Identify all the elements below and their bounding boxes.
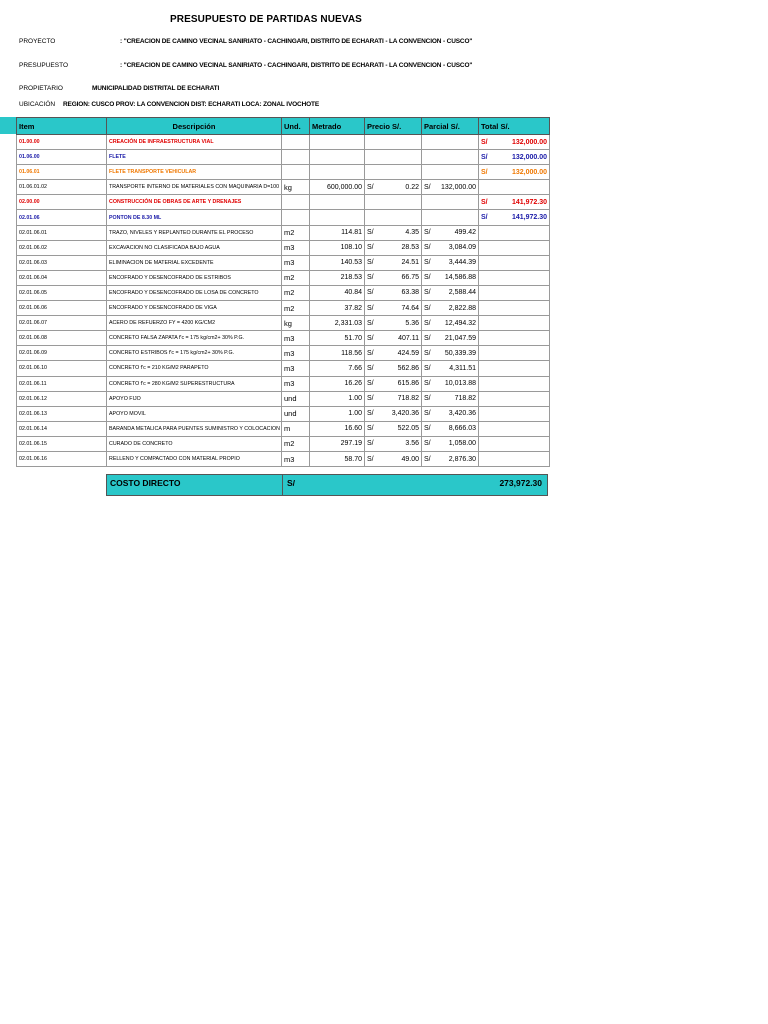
- page-title: PRESUPUESTO DE PARTIDAS NUEVAS: [170, 14, 362, 25]
- cell-descripcion[interactable]: CREACIÓN DE INFRAESTRUCTURA VIAL: [107, 135, 282, 150]
- table-row[interactable]: [17, 270, 550, 285]
- cell-total-value: 132,000.00: [511, 153, 547, 161]
- table-header-row: [17, 118, 550, 135]
- cell-metrado[interactable]: 16.26: [310, 376, 365, 391]
- cell-precio[interactable]: [365, 406, 422, 421]
- cell-precio[interactable]: [365, 225, 422, 240]
- cell-und[interactable]: m3: [282, 255, 310, 270]
- cell-parcial-currency: S/: [424, 183, 431, 191]
- cell-total-currency: S/: [481, 214, 488, 222]
- cell-parcial-currency: S/: [424, 274, 431, 282]
- cell-total-value: 141,972.30: [511, 198, 547, 206]
- cell-parcial[interactable]: [422, 346, 479, 361]
- header-descripcion[interactable]: Descripción: [107, 118, 282, 135]
- cell-item[interactable]: 02.01.06.15: [17, 436, 107, 451]
- propietario-value: MUNICIPALIDAD DISTRITAL DE ECHARATI: [92, 85, 220, 92]
- cell-parcial-value: 50,339.39: [444, 349, 476, 357]
- table-row[interactable]: [17, 195, 550, 210]
- table-row[interactable]: [17, 436, 550, 451]
- cell-metrado[interactable]: [310, 135, 365, 150]
- table-row[interactable]: [17, 316, 550, 331]
- cell-descripcion[interactable]: APOYO FIJO: [107, 391, 282, 406]
- cell-precio-value: 407.11: [398, 334, 419, 342]
- table-row[interactable]: [17, 255, 550, 270]
- cell-parcial-currency: S/: [424, 455, 431, 463]
- table-row[interactable]: [17, 135, 550, 150]
- cell-total[interactable]: [479, 285, 550, 300]
- cell-metrado[interactable]: 108.10: [310, 240, 365, 255]
- cell-precio-value: 522.05: [397, 425, 419, 433]
- cell-metrado[interactable]: 37.82: [310, 301, 365, 316]
- cell-total[interactable]: [479, 451, 550, 466]
- cell-total[interactable]: [479, 150, 550, 165]
- cell-parcial-value: 2,588.44: [448, 289, 476, 297]
- cell-item[interactable]: 02.01.06.14: [17, 421, 107, 436]
- cell-item[interactable]: 02.01.06.07: [17, 316, 107, 331]
- cell-parcial-currency: S/: [424, 304, 431, 312]
- cell-total[interactable]: [479, 361, 550, 376]
- cell-parcial[interactable]: [422, 255, 479, 270]
- costo-divider: [282, 475, 283, 495]
- cell-total-value: 132,000.00: [511, 168, 547, 176]
- table-row[interactable]: [17, 225, 550, 240]
- table-row[interactable]: [17, 285, 550, 300]
- cell-und[interactable]: [282, 195, 310, 210]
- cell-descripcion[interactable]: FLETE: [107, 150, 282, 165]
- costo-directo-label: COSTO DIRECTO: [110, 478, 181, 488]
- cell-parcial[interactable]: [422, 331, 479, 346]
- cell-descripcion[interactable]: ENCOFRADO Y DESENCOFRADO DE ESTRIBOS: [107, 270, 282, 285]
- cell-parcial[interactable]: [422, 225, 479, 240]
- cell-metrado[interactable]: 51.70: [310, 331, 365, 346]
- cell-total[interactable]: [479, 135, 550, 150]
- table-row[interactable]: [17, 346, 550, 361]
- cell-parcial-currency: S/: [424, 440, 431, 448]
- cell-precio-value: 5.36: [405, 319, 419, 327]
- cell-metrado[interactable]: 218.53: [310, 270, 365, 285]
- cell-precio[interactable]: [365, 361, 422, 376]
- cell-metrado[interactable]: 58.70: [310, 451, 365, 466]
- cell-precio[interactable]: [365, 421, 422, 436]
- cell-precio[interactable]: [365, 210, 422, 225]
- cell-parcial-currency: S/: [424, 229, 431, 237]
- cell-precio-value: 49.00: [401, 455, 419, 463]
- cell-parcial-value: 21,047.59: [444, 334, 476, 342]
- cell-precio-currency: S/: [367, 410, 374, 418]
- cell-precio-value: 74.64: [401, 304, 419, 312]
- table-row[interactable]: [17, 421, 550, 436]
- cell-metrado[interactable]: 140.53: [310, 255, 365, 270]
- proyecto-value: : "CREACION DE CAMINO VECINAL SANIRIATO - CACHINGARI, DISTRITO DE ECHARATI - LA CONVENCION - CUSCO": [120, 38, 473, 45]
- cell-precio[interactable]: [365, 240, 422, 255]
- cell-precio-currency: S/: [367, 349, 374, 357]
- cell-item[interactable]: 02.01.06.08: [17, 331, 107, 346]
- cell-descripcion[interactable]: CONCRETO FALSA ZAPATA f'c = 175 kg/cm2+ 30% P.G.: [107, 331, 282, 346]
- cell-parcial-currency: S/: [424, 425, 431, 433]
- presupuesto-value: : "CREACION DE CAMINO VECINAL SANIRIATO - CACHINGARI, DISTRITO DE ECHARATI - LA CONVENCION - CUSCO": [120, 62, 473, 69]
- cell-parcial[interactable]: [422, 361, 479, 376]
- cell-descripcion[interactable]: ELIMINACION DE MATERIAL EXCEDENTE: [107, 255, 282, 270]
- cell-item[interactable]: 02.01.06.04: [17, 270, 107, 285]
- cell-parcial-currency: S/: [424, 410, 431, 418]
- cell-parcial[interactable]: [422, 391, 479, 406]
- cell-parcial[interactable]: [422, 285, 479, 300]
- cell-total[interactable]: [479, 436, 550, 451]
- cell-total[interactable]: [479, 255, 550, 270]
- table-row[interactable]: [17, 210, 550, 225]
- cell-parcial-value: 2,822.88: [448, 304, 476, 312]
- cell-parcial-value: 1,058.00: [448, 440, 476, 448]
- cell-precio-value: 66.75: [401, 274, 419, 282]
- cell-precio[interactable]: [365, 285, 422, 300]
- cell-item[interactable]: 02.01.06: [17, 210, 107, 225]
- cell-precio-value: 562.86: [397, 364, 419, 372]
- table-row[interactable]: [17, 361, 550, 376]
- cell-parcial[interactable]: [422, 195, 479, 210]
- cell-item[interactable]: 02.01.06.03: [17, 255, 107, 270]
- cell-precio-value: 3.56: [405, 440, 419, 448]
- cell-precio-currency: S/: [367, 229, 374, 237]
- cell-metrado[interactable]: [310, 165, 365, 180]
- cell-precio-currency: S/: [367, 259, 374, 267]
- cell-und[interactable]: m2: [282, 436, 310, 451]
- cell-item[interactable]: 02.01.06.16: [17, 451, 107, 466]
- cell-precio-currency: S/: [367, 380, 374, 388]
- cell-precio[interactable]: [365, 135, 422, 150]
- cell-descripcion[interactable]: EXCAVACION NO CLASIFICADA BAJO AGUA: [107, 240, 282, 255]
- cell-total[interactable]: [479, 225, 550, 240]
- cell-und[interactable]: [282, 135, 310, 150]
- ubicacion-value: REGION: CUSCO PROV: LA CONVENCION DIST: ECHARATI LOCA: ZONAL IVOCHOTE: [63, 101, 320, 108]
- cell-parcial-value: 499.42: [454, 229, 476, 237]
- table-row[interactable]: [17, 451, 550, 466]
- cell-parcial-value: 132,000.00: [440, 183, 476, 191]
- header-metrado[interactable]: Metrado: [310, 118, 365, 135]
- cell-precio[interactable]: [365, 150, 422, 165]
- cell-item[interactable]: 01.06.00: [17, 150, 107, 165]
- cell-und[interactable]: m: [282, 421, 310, 436]
- cell-parcial[interactable]: [422, 240, 479, 255]
- cell-und[interactable]: m2: [282, 301, 310, 316]
- cell-precio-value: 4.35: [405, 229, 419, 237]
- cell-parcial-value: 12,494.32: [444, 319, 476, 327]
- cell-metrado[interactable]: 16.60: [310, 421, 365, 436]
- cell-total[interactable]: [479, 391, 550, 406]
- cell-descripcion[interactable]: CONCRETO f'c = 210 KG/M2 PARAPETO: [107, 361, 282, 376]
- cell-total[interactable]: [479, 331, 550, 346]
- cell-precio-value: 24.51: [401, 259, 419, 267]
- cell-parcial-currency: S/: [424, 259, 431, 267]
- cell-total[interactable]: [479, 301, 550, 316]
- presupuesto-label: PRESUPUESTO: [19, 62, 69, 69]
- cell-parcial-value: 14,586.88: [444, 274, 476, 282]
- cell-total[interactable]: [479, 210, 550, 225]
- cell-parcial[interactable]: [422, 135, 479, 150]
- cell-und[interactable]: und: [282, 406, 310, 421]
- costo-directo-value: 273,972.30: [499, 478, 542, 488]
- cell-precio-currency: S/: [367, 274, 374, 282]
- cell-precio-currency: S/: [367, 425, 374, 433]
- cell-metrado[interactable]: 1.00: [310, 406, 365, 421]
- cell-parcial[interactable]: [422, 421, 479, 436]
- cell-und[interactable]: m2: [282, 270, 310, 285]
- cell-metrado[interactable]: 297.19: [310, 436, 365, 451]
- cell-precio-currency: S/: [367, 304, 374, 312]
- cell-item[interactable]: 02.00.00: [17, 195, 107, 210]
- cell-item[interactable]: 02.01.06.13: [17, 406, 107, 421]
- cell-precio[interactable]: [365, 165, 422, 180]
- cell-parcial-value: 10,013.88: [444, 380, 476, 388]
- cell-metrado[interactable]: 40.84: [310, 285, 365, 300]
- cell-precio-currency: S/: [367, 455, 374, 463]
- cell-precio[interactable]: [365, 301, 422, 316]
- cell-metrado[interactable]: 7.66: [310, 361, 365, 376]
- cell-parcial[interactable]: [422, 316, 479, 331]
- table-row[interactable]: [17, 240, 550, 255]
- table-row[interactable]: [17, 165, 550, 180]
- cell-precio-currency: S/: [367, 244, 374, 252]
- cell-parcial-value: 8,666.03: [448, 425, 476, 433]
- cell-parcial[interactable]: [422, 210, 479, 225]
- cell-total[interactable]: [479, 316, 550, 331]
- cell-descripcion[interactable]: PONTON DE 8.30 ML: [107, 210, 282, 225]
- cell-total-currency: S/: [481, 153, 488, 161]
- cell-total[interactable]: [479, 346, 550, 361]
- cell-precio-currency: S/: [367, 319, 374, 327]
- cell-und[interactable]: m3: [282, 240, 310, 255]
- cell-total[interactable]: [479, 180, 550, 195]
- cell-item[interactable]: 02.01.06.10: [17, 361, 107, 376]
- cell-descripcion[interactable]: RELLENO Y COMPACTADO CON MATERIAL PROPIO: [107, 451, 282, 466]
- cell-precio[interactable]: [365, 255, 422, 270]
- cell-total-currency: S/: [481, 168, 488, 176]
- cell-metrado[interactable]: 114.81: [310, 225, 365, 240]
- cell-und[interactable]: m2: [282, 225, 310, 240]
- cell-und[interactable]: m3: [282, 361, 310, 376]
- cell-descripcion[interactable]: ENCOFRADO Y DESENCOFRADO DE VIGA: [107, 301, 282, 316]
- header-total[interactable]: Total S/.: [479, 118, 550, 135]
- cell-precio-value: 28.53: [401, 244, 419, 252]
- cell-und[interactable]: [282, 210, 310, 225]
- cell-item[interactable]: 01.00.00: [17, 135, 107, 150]
- cell-und[interactable]: [282, 150, 310, 165]
- cell-item[interactable]: 02.01.06.11: [17, 376, 107, 391]
- cell-descripcion[interactable]: FLETE TRANSPORTE VEHICULAR: [107, 165, 282, 180]
- cell-parcial-currency: S/: [424, 349, 431, 357]
- cell-precio[interactable]: [365, 436, 422, 451]
- cell-total[interactable]: [479, 421, 550, 436]
- cell-parcial[interactable]: [422, 451, 479, 466]
- cell-precio[interactable]: [365, 346, 422, 361]
- propietario-label: PROPIETARIO: [19, 85, 63, 92]
- cell-item[interactable]: 02.01.06.05: [17, 285, 107, 300]
- cell-total[interactable]: [479, 270, 550, 285]
- cell-parcial-currency: S/: [424, 395, 431, 403]
- ubicacion-label: UBICACIÓN: [19, 101, 56, 108]
- cell-metrado[interactable]: 2,331.03: [310, 316, 365, 331]
- cell-parcial[interactable]: [422, 376, 479, 391]
- cell-parcial-value: 3,420.36: [448, 410, 476, 418]
- cell-precio-currency: S/: [367, 334, 374, 342]
- cell-descripcion[interactable]: CONCRETO f'c = 280 KG/M2 SUPERESTRUCTURA: [107, 376, 282, 391]
- cell-und[interactable]: [282, 165, 310, 180]
- cell-precio-currency: S/: [367, 364, 374, 372]
- cell-precio-value: 718.82: [397, 395, 419, 403]
- selected-row-marker: [0, 117, 16, 134]
- cell-descripcion[interactable]: ENCOFRADO Y DESENCOFRADO DE LOSA DE CONCRETO: [107, 285, 282, 300]
- cell-parcial[interactable]: [422, 301, 479, 316]
- table-row[interactable]: [17, 406, 550, 421]
- cell-descripcion[interactable]: APOYO MOVIL: [107, 406, 282, 421]
- cell-total[interactable]: [479, 406, 550, 421]
- cell-und[interactable]: m3: [282, 451, 310, 466]
- cell-parcial[interactable]: [422, 180, 479, 195]
- cell-item[interactable]: 02.01.06.02: [17, 240, 107, 255]
- cell-metrado[interactable]: 600,000.00: [310, 180, 365, 195]
- cell-precio[interactable]: [365, 376, 422, 391]
- cell-item[interactable]: 02.01.06.09: [17, 346, 107, 361]
- cell-total-value: 141,972.30: [511, 214, 547, 222]
- cell-parcial[interactable]: [422, 150, 479, 165]
- cell-parcial-currency: S/: [424, 380, 431, 388]
- cell-precio-value: 0.22: [405, 183, 419, 191]
- cell-parcial-currency: S/: [424, 289, 431, 297]
- cell-total-value: 132,000.00: [511, 138, 547, 146]
- cell-descripcion[interactable]: ACERO DE REFUERZO FY = 4200 KG/CM2: [107, 316, 282, 331]
- cell-parcial-value: 3,084.09: [448, 244, 476, 252]
- costo-directo-bar: [106, 474, 548, 496]
- table-row[interactable]: [17, 391, 550, 406]
- cell-precio-value: 615.86: [397, 380, 419, 388]
- cell-und[interactable]: m2: [282, 285, 310, 300]
- cell-item[interactable]: 02.01.06.06: [17, 301, 107, 316]
- cell-precio[interactable]: [365, 391, 422, 406]
- cell-metrado[interactable]: 118.56: [310, 346, 365, 361]
- cell-precio[interactable]: [365, 180, 422, 195]
- cell-total[interactable]: [479, 240, 550, 255]
- cell-parcial-value: 3,444.39: [448, 259, 476, 267]
- cell-descripcion[interactable]: CURADO DE CONCRETO: [107, 436, 282, 451]
- cell-und[interactable]: m3: [282, 376, 310, 391]
- costo-directo-currency: S/: [287, 478, 296, 488]
- budget-table: [16, 117, 550, 467]
- cell-parcial-value: 4,311.51: [449, 364, 476, 372]
- table-row[interactable]: [17, 331, 550, 346]
- cell-und[interactable]: m3: [282, 331, 310, 346]
- table-row[interactable]: [17, 301, 550, 316]
- cell-total[interactable]: [479, 376, 550, 391]
- cell-descripcion[interactable]: CONCRETO ESTRIBOS f'c = 175 kg/cm2+ 30% P.G.: [107, 346, 282, 361]
- cell-total[interactable]: [479, 195, 550, 210]
- cell-precio[interactable]: [365, 270, 422, 285]
- cell-item[interactable]: 02.01.06.01: [17, 225, 107, 240]
- cell-precio[interactable]: [365, 316, 422, 331]
- cell-metrado[interactable]: 1.00: [310, 391, 365, 406]
- cell-item[interactable]: 02.01.06.12: [17, 391, 107, 406]
- cell-total-currency: S/: [481, 198, 488, 206]
- cell-precio[interactable]: [365, 331, 422, 346]
- proyecto-label: PROYECTO: [19, 38, 56, 45]
- cell-parcial-currency: S/: [424, 364, 431, 372]
- cell-parcial-currency: S/: [424, 319, 431, 327]
- cell-parcial-value: 2,876.30: [448, 455, 476, 463]
- cell-precio-currency: S/: [367, 440, 374, 448]
- cell-parcial[interactable]: [422, 270, 479, 285]
- cell-parcial[interactable]: [422, 406, 479, 421]
- cell-descripcion[interactable]: TRAZO, NIVELES Y REPLANTEO DURANTE EL PROCESO: [107, 225, 282, 240]
- cell-und[interactable]: m3: [282, 346, 310, 361]
- cell-precio[interactable]: [365, 195, 422, 210]
- cell-descripcion[interactable]: TRANSPORTE INTERNO DE MATERIALES CON MAQUINARIA D=100: [107, 180, 282, 195]
- header-und[interactable]: Und.: [282, 118, 310, 135]
- cell-parcial-value: 718.82: [454, 395, 476, 403]
- cell-und[interactable]: und: [282, 391, 310, 406]
- cell-total-currency: S/: [481, 138, 488, 146]
- cell-precio-value: 424.59: [397, 349, 419, 357]
- header-precio[interactable]: Precio S/.: [365, 118, 422, 135]
- header-item[interactable]: Item: [17, 118, 107, 135]
- cell-precio-currency: S/: [367, 289, 374, 297]
- cell-parcial[interactable]: [422, 436, 479, 451]
- cell-total[interactable]: [479, 165, 550, 180]
- cell-precio-currency: S/: [367, 183, 374, 191]
- cell-metrado[interactable]: [310, 150, 365, 165]
- table-row[interactable]: [17, 150, 550, 165]
- cell-parcial-currency: S/: [424, 244, 431, 252]
- header-parcial[interactable]: Parcial S/.: [422, 118, 479, 135]
- cell-parcial-currency: S/: [424, 334, 431, 342]
- cell-descripcion[interactable]: BARANDA METALICA PARA PUENTES SUMINISTRO Y COLOCACION: [107, 421, 282, 436]
- cell-parcial[interactable]: [422, 165, 479, 180]
- table-row[interactable]: [17, 376, 550, 391]
- cell-und[interactable]: kg: [282, 316, 310, 331]
- cell-item[interactable]: 01.06.01.02: [17, 180, 107, 195]
- cell-descripcion[interactable]: CONSTRUCCIÓN DE OBRAS DE ARTE Y DRENAJES: [107, 195, 282, 210]
- cell-metrado[interactable]: [310, 210, 365, 225]
- cell-metrado[interactable]: [310, 195, 365, 210]
- table-row[interactable]: [17, 180, 550, 195]
- cell-und[interactable]: kg: [282, 180, 310, 195]
- cell-precio-value: 3,420.36: [391, 410, 419, 418]
- table-body: [17, 135, 550, 467]
- cell-precio-value: 63.38: [401, 289, 419, 297]
- cell-item[interactable]: 01.06.01: [17, 165, 107, 180]
- cell-precio-currency: S/: [367, 395, 374, 403]
- cell-precio[interactable]: [365, 451, 422, 466]
